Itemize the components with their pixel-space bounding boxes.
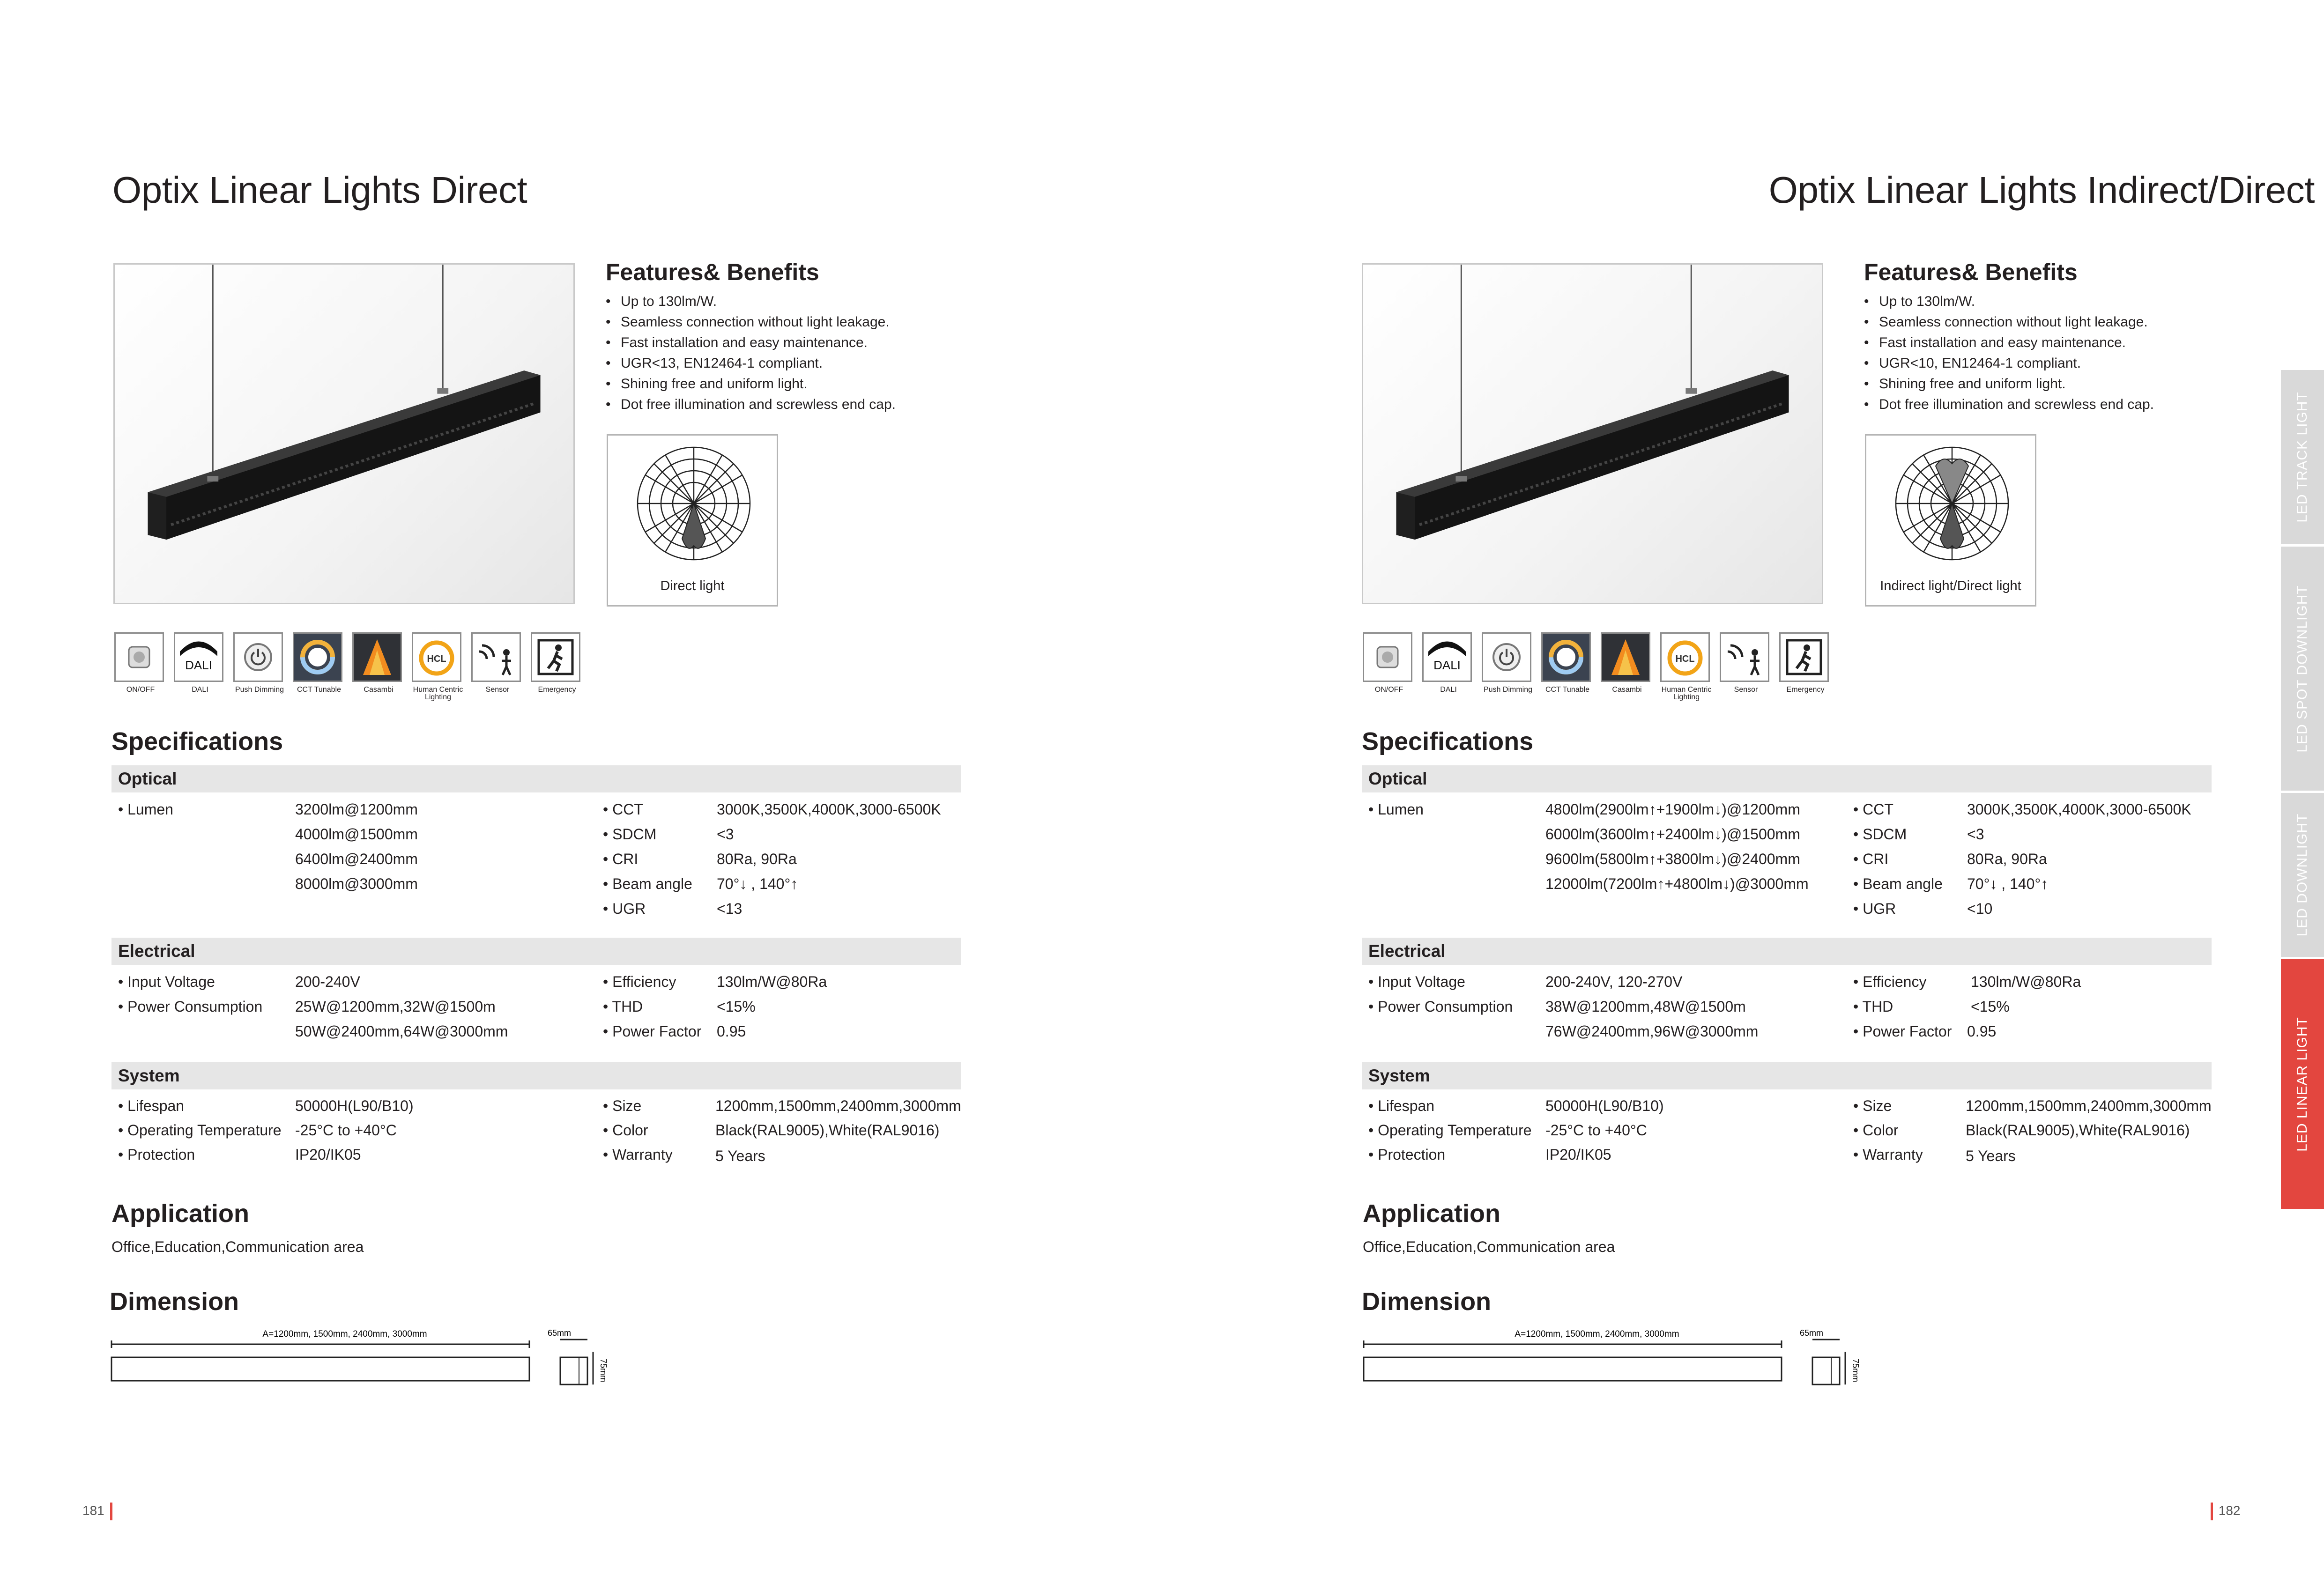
icon-label: Sensor <box>1734 686 1758 694</box>
icon-label: DALI <box>192 686 208 694</box>
dimension-height-label: 75mm <box>1851 1358 1860 1383</box>
spec-value: 3000K,3500K,4000K,3000-6500K <box>1967 801 2191 818</box>
page-title: Optix Linear Lights Indirect/Direct <box>1768 169 2315 211</box>
spec-label: • Power Consumption <box>118 998 263 1015</box>
spec-label: • Color <box>603 1122 648 1139</box>
spec-value: <3 <box>1967 826 1984 843</box>
spec-label: • SDCM <box>1853 826 1907 843</box>
polar-curve-icon <box>627 445 761 576</box>
tab-led-track-light[interactable]: LED TRACK LIGHT <box>2281 370 2324 544</box>
features-title: Features& Benefits <box>606 259 819 285</box>
svg-text:HCL: HCL <box>427 654 446 664</box>
spec-label: • CCT <box>603 801 643 818</box>
specifications-title: Specifications <box>111 727 283 755</box>
spec-label: • Power Factor <box>603 1023 702 1040</box>
icon-label: Push Dimming <box>235 686 284 694</box>
icon-label: Push Dimming <box>1483 686 1533 694</box>
spec-value: -25°C to +40°C <box>295 1122 397 1139</box>
feature-item: • Dot free illumination and screwless end cap. <box>1864 394 2154 415</box>
spec-label: • THD <box>1853 998 1893 1015</box>
hcl-icon <box>412 632 463 701</box>
optical-heading: Optical <box>1362 765 2212 792</box>
spec-label: • CCT <box>1853 801 1893 818</box>
spec-value: -25°C to +40°C <box>1545 1122 1647 1139</box>
dimension-width-label: 65mm <box>547 1328 572 1338</box>
application-title: Application <box>111 1199 249 1228</box>
icon-label: CCT Tunable <box>1545 686 1589 694</box>
dimension-title: Dimension <box>1362 1288 1492 1316</box>
icon-label: Emergency <box>538 686 576 694</box>
application-text: Office,Education,Communication area <box>1363 1238 1615 1255</box>
right-page <box>1162 0 2324 1577</box>
spec-label: • Efficiency <box>603 973 676 990</box>
spec-label: • Operating Temperature <box>1368 1122 1532 1139</box>
page-title: Optix Linear Lights Direct <box>112 169 527 211</box>
spec-value: 9600lm(5800lm↑+3800lm↓)@2400mm <box>1545 851 1800 867</box>
application-title: Application <box>1363 1199 1500 1228</box>
page-number: 181 <box>82 1503 112 1520</box>
hcl-icon <box>1660 632 1712 701</box>
spec-label: • Input Voltage <box>1368 973 1465 990</box>
spec-label: • Lumen <box>118 801 173 818</box>
spec-value: 1200mm,1500mm,2400mm,3000mm <box>715 1097 961 1114</box>
spec-label: • Size <box>603 1097 642 1114</box>
optical-heading: Optical <box>111 765 961 792</box>
features-list <box>606 291 896 415</box>
polar-diagram <box>607 434 778 607</box>
push-dimming-icon <box>1482 632 1533 694</box>
system-heading: System <box>1362 1062 2212 1089</box>
on-off-icon <box>1363 632 1412 694</box>
spec-value: 200-240V, 120-270V <box>1545 973 1683 990</box>
electrical-heading: Electrical <box>1362 938 2212 965</box>
emergency-icon <box>531 632 580 694</box>
sensor-icon <box>471 632 521 694</box>
cct-tunable-icon <box>1541 632 1591 694</box>
icon-label: Sensor <box>485 686 510 694</box>
features-title: Features& Benefits <box>1864 259 2078 285</box>
page-number: 182 <box>2211 1503 2241 1520</box>
spec-value: 76W@2400mm,96W@3000mm <box>1545 1023 1759 1040</box>
spec-value: IP20/IK05 <box>1545 1146 1611 1163</box>
feature-item: • Fast installation and easy maintenance. <box>1864 333 2154 353</box>
application-text: Office,Education,Communication area <box>111 1238 364 1255</box>
tab-led-downlight[interactable]: LED DOWNLIGHT <box>2281 793 2324 957</box>
page-number-bar <box>110 1503 112 1520</box>
spec-label: • Beam angle <box>1853 875 1943 892</box>
tab-led-linear-light[interactable]: LED LINEAR LIGHT <box>2281 959 2324 1209</box>
spec-value: 5 Years <box>715 1148 765 1164</box>
spec-value: 4800lm(2900lm↑+1900lm↓)@1200mm <box>1545 801 1800 818</box>
spec-label: • Efficiency <box>1853 973 1927 990</box>
spec-label: • Color <box>1853 1122 1899 1139</box>
features-list <box>1864 291 2154 415</box>
feature-item: • Seamless connection without light leakage. <box>1864 312 2154 333</box>
svg-text:DALI: DALI <box>185 658 212 672</box>
spec-value: 130lm/W@80Ra <box>1971 973 2081 990</box>
feature-item: • Up to 130lm/W. <box>606 291 896 312</box>
spec-value: 0.95 <box>717 1023 746 1040</box>
spec-label: • Power Factor <box>1853 1023 1952 1040</box>
spec-value: 3000K,3500K,4000K,3000-6500K <box>717 801 941 818</box>
feature-item: • Up to 130lm/W. <box>1864 291 2154 312</box>
product-photo <box>113 263 575 604</box>
spec-value: 50000H(L90/B10) <box>1545 1097 1664 1114</box>
spec-label: • Lifespan <box>1368 1097 1435 1114</box>
dali-icon <box>1422 632 1472 694</box>
spec-value: 6000lm(3600lm↑+2400lm↓)@1500mm <box>1545 826 1800 843</box>
spec-label: • Protection <box>118 1146 195 1163</box>
spec-value: 5 Years <box>1966 1148 2016 1164</box>
polar-caption: Direct light <box>660 578 725 593</box>
cct-tunable-icon <box>293 632 342 694</box>
spec-value: 1200mm,1500mm,2400mm,3000mm <box>1966 1097 2212 1114</box>
spec-label: • Beam angle <box>603 875 692 892</box>
casambi-icon <box>352 632 402 694</box>
icon-label: DALI <box>1440 686 1457 694</box>
spec-label: • CRI <box>1853 851 1889 867</box>
feature-item: • UGR<13, EN12464-1 compliant. <box>606 353 896 374</box>
spec-label: • Size <box>1853 1097 1892 1114</box>
icon-label: Human Centric Lighting <box>413 686 463 701</box>
dimension-drawing <box>1363 1324 1878 1394</box>
spec-value: 6400lm@2400mm <box>295 851 418 867</box>
casambi-icon <box>1601 632 1650 694</box>
svg-text:DALI: DALI <box>1433 658 1461 672</box>
icon-label: Casambi <box>364 686 394 694</box>
dali-icon <box>174 632 223 694</box>
on-off-icon <box>114 632 164 694</box>
icon-label: ON/OFF <box>126 686 155 694</box>
feature-item: • Fast installation and easy maintenance. <box>606 333 896 353</box>
spec-value: 80Ra, 90Ra <box>1967 851 2047 867</box>
spec-value: 0.95 <box>1967 1023 1997 1040</box>
system-heading: System <box>111 1062 961 1089</box>
dimension-width-label: 65mm <box>1799 1328 1824 1338</box>
icon-label: Emergency <box>1786 686 1825 694</box>
polar-caption: Indirect light/Direct light <box>1880 578 2021 593</box>
feature-item: • UGR<10, EN12464-1 compliant. <box>1864 353 2154 374</box>
spec-value: Black(RAL9005),White(RAL9016) <box>1966 1122 2190 1139</box>
feature-item: • Dot free illumination and screwless end cap. <box>606 394 896 415</box>
spec-label: • Operating Temperature <box>118 1122 282 1139</box>
spec-label: • Input Voltage <box>118 973 215 990</box>
spec-value: 70°↓ , 140°↑ <box>717 875 798 892</box>
svg-text:HCL: HCL <box>1675 654 1695 664</box>
spec-value: 4000lm@1500mm <box>295 826 418 843</box>
icon-label: Human Centric Lighting <box>1661 686 1712 701</box>
sensor-icon <box>1720 632 1769 694</box>
dimension-height-label: 75mm <box>599 1358 608 1383</box>
spec-label: • Power Consumption <box>1368 998 1513 1015</box>
electrical-heading: Electrical <box>111 938 961 965</box>
polar-curve-icon <box>1885 445 2019 576</box>
spec-value: 200-240V <box>295 973 360 990</box>
spec-label: • UGR <box>603 900 646 917</box>
page-number-bar <box>2211 1503 2213 1520</box>
polar-diagram <box>1865 434 2036 607</box>
spec-value: 70°↓ , 140°↑ <box>1967 875 2049 892</box>
tab-led-spot-downlight[interactable]: LED SPOT DOWNLIGHT <box>2281 547 2324 791</box>
spec-value: <15% <box>1971 998 2010 1015</box>
feature-item: • Seamless connection without light leakage. <box>606 312 896 333</box>
icon-label: Casambi <box>1612 686 1642 694</box>
spec-label: • UGR <box>1853 900 1896 917</box>
linear-light-image <box>115 265 573 603</box>
spec-label: • SDCM <box>603 826 657 843</box>
dimension-title: Dimension <box>110 1288 239 1316</box>
spec-value: <13 <box>717 900 742 917</box>
spec-value: 130lm/W@80Ra <box>717 973 827 990</box>
spec-value: 50W@2400mm,64W@3000mm <box>295 1023 508 1040</box>
emergency-icon <box>1779 632 1829 694</box>
spec-label: • Warranty <box>603 1146 673 1163</box>
spec-value: 38W@1200mm,48W@1500m <box>1545 998 1746 1015</box>
spec-value: 25W@1200mm,32W@1500m <box>295 998 496 1015</box>
spec-value: <10 <box>1967 900 1993 917</box>
spec-value: IP20/IK05 <box>295 1146 361 1163</box>
spec-value: <3 <box>717 826 734 843</box>
icon-label: CCT Tunable <box>297 686 341 694</box>
specifications-title: Specifications <box>1362 727 1534 755</box>
dimension-length-label: A=1200mm, 1500mm, 2400mm, 3000mm <box>1515 1329 1679 1339</box>
spec-label: • CRI <box>603 851 639 867</box>
spec-value: Black(RAL9005),White(RAL9016) <box>715 1122 940 1139</box>
spec-value: 12000lm(7200lm↑+4800lm↓)@3000mm <box>1545 875 1809 892</box>
icon-label: ON/OFF <box>1374 686 1403 694</box>
push-dimming-icon <box>233 632 284 694</box>
spec-value: <15% <box>717 998 756 1015</box>
spec-value: 3200lm@1200mm <box>295 801 418 818</box>
spec-label: • Lifespan <box>118 1097 185 1114</box>
product-photo <box>1362 263 1823 604</box>
spec-value: 80Ra, 90Ra <box>717 851 797 867</box>
dimension-length-label: A=1200mm, 1500mm, 2400mm, 3000mm <box>262 1329 427 1339</box>
dimension-drawing <box>111 1324 626 1394</box>
spec-value: 50000H(L90/B10) <box>295 1097 414 1114</box>
spec-value: 8000lm@3000mm <box>295 875 418 892</box>
spec-label: • Warranty <box>1853 1146 1923 1163</box>
feature-item: • Shining free and uniform light. <box>606 374 896 394</box>
spec-label: • Protection <box>1368 1146 1446 1163</box>
spec-label: • THD <box>603 998 643 1015</box>
linear-light-image <box>1363 265 1822 603</box>
feature-item: • Shining free and uniform light. <box>1864 374 2154 394</box>
spec-label: • Lumen <box>1368 801 1424 818</box>
